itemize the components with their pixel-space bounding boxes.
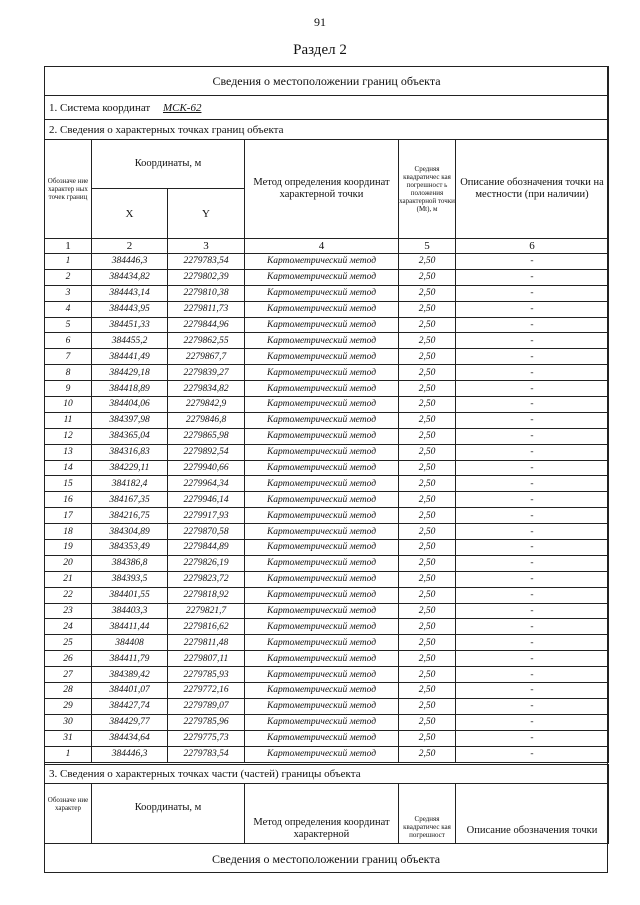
cell-coord-y: 2279892,54 xyxy=(168,444,245,460)
cell-description: - xyxy=(456,365,609,381)
cell-accuracy: 2,50 xyxy=(399,603,456,619)
cell-coord-y: 2279810,38 xyxy=(168,285,245,301)
header-x: X xyxy=(92,189,168,239)
cell-coord-y: 2279807,11 xyxy=(168,651,245,667)
cell-method: Картометрический метод xyxy=(245,333,399,349)
cell-accuracy: 2,50 xyxy=(399,381,456,397)
cell-accuracy: 2,50 xyxy=(399,508,456,524)
cell-accuracy: 2,50 xyxy=(399,540,456,556)
cell-coord-y: 2279818,92 xyxy=(168,587,245,603)
cell-accuracy: 2,50 xyxy=(399,524,456,540)
cell-coord-y: 2279867,7 xyxy=(168,349,245,365)
cell-method: Картометрический метод xyxy=(245,619,399,635)
cell-accuracy: 2,50 xyxy=(399,365,456,381)
cell-coord-y: 2279783,54 xyxy=(168,746,245,762)
cell-coord-x: 384408 xyxy=(92,635,168,651)
cell-coord-x: 384455,2 xyxy=(92,333,168,349)
cell-accuracy: 2,50 xyxy=(399,714,456,730)
table-row xyxy=(45,714,609,730)
cell-description: - xyxy=(456,587,609,603)
table-row xyxy=(45,349,609,365)
col-number-2: 2 xyxy=(92,239,168,254)
table-row xyxy=(45,730,609,746)
table-row xyxy=(45,428,609,444)
cell-coord-x: 384404,06 xyxy=(92,397,168,413)
cell-point-number: 2 xyxy=(45,269,92,285)
cell-accuracy: 2,50 xyxy=(399,730,456,746)
cell-coord-y: 2279839,27 xyxy=(168,365,245,381)
table-row xyxy=(45,571,609,587)
cell-coord-x: 384365,04 xyxy=(92,428,168,444)
bottom-header-description: Описание обозначения точки xyxy=(456,784,609,844)
cell-description: - xyxy=(456,555,609,571)
cell-coord-x: 384446,3 xyxy=(92,746,168,762)
cell-accuracy: 2,50 xyxy=(399,476,456,492)
cell-accuracy: 2,50 xyxy=(399,349,456,365)
cell-coord-x: 384167,35 xyxy=(92,492,168,508)
cell-point-number: 25 xyxy=(45,635,92,651)
cell-description: - xyxy=(456,301,609,317)
cell-point-number: 29 xyxy=(45,698,92,714)
table-row xyxy=(45,651,609,667)
cell-description: - xyxy=(456,603,609,619)
cell-point-number: 28 xyxy=(45,683,92,699)
cell-coord-x: 384441,49 xyxy=(92,349,168,365)
cell-coord-x: 384443,14 xyxy=(92,285,168,301)
cell-description: - xyxy=(456,397,609,413)
cell-coord-x: 384216,75 xyxy=(92,508,168,524)
cell-description: - xyxy=(456,508,609,524)
table-row xyxy=(45,476,609,492)
table-row xyxy=(45,746,609,762)
cell-coord-x: 384451,33 xyxy=(92,317,168,333)
col-number-1: 1 xyxy=(45,239,92,254)
table-row xyxy=(45,381,609,397)
cell-point-number: 31 xyxy=(45,730,92,746)
cell-point-number: 20 xyxy=(45,555,92,571)
table-row xyxy=(45,397,609,413)
table-row xyxy=(45,524,609,540)
cell-coord-y: 2279844,96 xyxy=(168,317,245,333)
col-number-4: 4 xyxy=(245,239,399,254)
cell-accuracy: 2,50 xyxy=(399,492,456,508)
bottom-header-accuracy: Средняя квадратичес кая погрешност xyxy=(399,784,456,844)
cell-coord-y: 2279946,14 xyxy=(168,492,245,508)
cell-point-number: 13 xyxy=(45,444,92,460)
bottom-block-title: Сведения о местоположении границ объекта xyxy=(44,843,608,874)
cell-accuracy: 2,50 xyxy=(399,254,456,270)
coord-system-label: 1. Система координат xyxy=(49,101,151,114)
cell-coord-x: 384393,5 xyxy=(92,571,168,587)
cell-method: Картометрический метод xyxy=(245,349,399,365)
table-row xyxy=(45,698,609,714)
cell-method: Картометрический метод xyxy=(245,603,399,619)
cell-point-number: 30 xyxy=(45,714,92,730)
cell-description: - xyxy=(456,476,609,492)
cell-coord-y: 2279816,62 xyxy=(168,619,245,635)
cell-method: Картометрический метод xyxy=(245,412,399,428)
cell-coord-y: 2279783,54 xyxy=(168,254,245,270)
cell-point-number: 15 xyxy=(45,476,92,492)
cell-coord-x: 384386,8 xyxy=(92,555,168,571)
cell-accuracy: 2,50 xyxy=(399,619,456,635)
cell-coord-y: 2279823,72 xyxy=(168,571,245,587)
cell-accuracy: 2,50 xyxy=(399,317,456,333)
cell-description: - xyxy=(456,714,609,730)
cell-description: - xyxy=(456,619,609,635)
table-row xyxy=(45,460,609,476)
cell-point-number: 14 xyxy=(45,460,92,476)
cell-description: - xyxy=(456,349,609,365)
cell-method: Картометрический метод xyxy=(245,730,399,746)
table-row xyxy=(45,412,609,428)
cell-description: - xyxy=(456,540,609,556)
cell-point-number: 1 xyxy=(45,746,92,762)
cell-description: - xyxy=(456,667,609,683)
cell-coord-x: 384353,49 xyxy=(92,540,168,556)
table-row xyxy=(45,365,609,381)
bottom-header-point-designation: Обозначе ние характер xyxy=(45,784,92,844)
table-row xyxy=(45,317,609,333)
cell-description: - xyxy=(456,683,609,699)
cell-method: Картометрический метод xyxy=(245,714,399,730)
cell-coord-x: 384434,82 xyxy=(92,269,168,285)
table-row xyxy=(45,269,609,285)
cell-method: Картометрический метод xyxy=(245,492,399,508)
cell-description: - xyxy=(456,254,609,270)
cell-coord-y: 2279964,34 xyxy=(168,476,245,492)
bottom-header-method: Метод определения координат характерной xyxy=(245,784,399,844)
partial-boundary-table xyxy=(44,764,609,844)
table-row xyxy=(45,492,609,508)
cell-accuracy: 2,50 xyxy=(399,698,456,714)
cell-method: Картометрический метод xyxy=(245,635,399,651)
cell-method: Картометрический метод xyxy=(245,460,399,476)
cell-description: - xyxy=(456,333,609,349)
table-row xyxy=(45,667,609,683)
cell-method: Картометрический метод xyxy=(245,428,399,444)
cell-method: Картометрический метод xyxy=(245,698,399,714)
cell-coord-y: 2279862,55 xyxy=(168,333,245,349)
cell-method: Картометрический метод xyxy=(245,444,399,460)
cell-coord-x: 384401,07 xyxy=(92,683,168,699)
cell-point-number: 7 xyxy=(45,349,92,365)
cell-method: Картометрический метод xyxy=(245,555,399,571)
cell-coord-y: 2279917,93 xyxy=(168,508,245,524)
cell-description: - xyxy=(456,460,609,476)
cell-accuracy: 2,50 xyxy=(399,460,456,476)
cell-coord-x: 384429,18 xyxy=(92,365,168,381)
cell-point-number: 5 xyxy=(45,317,92,333)
cell-point-number: 22 xyxy=(45,587,92,603)
cell-point-number: 26 xyxy=(45,651,92,667)
cell-accuracy: 2,50 xyxy=(399,285,456,301)
cell-method: Картометрический метод xyxy=(245,397,399,413)
cell-method: Картометрический метод xyxy=(245,381,399,397)
cell-point-number: 6 xyxy=(45,333,92,349)
table-row xyxy=(45,635,609,651)
cell-point-number: 16 xyxy=(45,492,92,508)
cell-point-number: 3 xyxy=(45,285,92,301)
cell-accuracy: 2,50 xyxy=(399,571,456,587)
header-description: Описание обозначения точки на местности (при наличии) xyxy=(456,140,609,239)
cell-accuracy: 2,50 xyxy=(399,667,456,683)
cell-coord-y: 2279834,82 xyxy=(168,381,245,397)
cell-description: - xyxy=(456,698,609,714)
cell-coord-x: 384403,3 xyxy=(92,603,168,619)
table-row xyxy=(45,587,609,603)
cell-method: Картометрический метод xyxy=(245,571,399,587)
cell-coord-y: 2279785,96 xyxy=(168,714,245,730)
cell-accuracy: 2,50 xyxy=(399,555,456,571)
cell-description: - xyxy=(456,651,609,667)
boundary-table xyxy=(44,66,609,763)
header-coordinates: Координаты, м xyxy=(92,140,245,189)
cell-coord-x: 384389,42 xyxy=(92,667,168,683)
cell-description: - xyxy=(456,635,609,651)
cell-method: Картометрический метод xyxy=(245,254,399,270)
cell-point-number: 18 xyxy=(45,524,92,540)
cell-coord-y: 2279811,73 xyxy=(168,301,245,317)
cell-accuracy: 2,50 xyxy=(399,397,456,413)
cell-description: - xyxy=(456,571,609,587)
cell-description: - xyxy=(456,746,609,762)
cell-coord-y: 2279844,89 xyxy=(168,540,245,556)
cell-coord-x: 384316,83 xyxy=(92,444,168,460)
cell-point-number: 23 xyxy=(45,603,92,619)
page-number: 91 xyxy=(314,15,326,29)
table-row xyxy=(45,603,609,619)
cell-point-number: 1 xyxy=(45,254,92,270)
header-point-designation: Обозначе ние характер ных точек границ xyxy=(45,140,92,239)
cell-description: - xyxy=(456,412,609,428)
header-accuracy: Средняя квадратичес кая погрешност ь положения характерной точки (Mt), м xyxy=(399,140,456,239)
cell-method: Картометрический метод xyxy=(245,285,399,301)
table-row xyxy=(45,301,609,317)
cell-coord-y: 2279821,7 xyxy=(168,603,245,619)
cell-point-number: 4 xyxy=(45,301,92,317)
cell-accuracy: 2,50 xyxy=(399,587,456,603)
table-row xyxy=(45,333,609,349)
cell-coord-x: 384229,11 xyxy=(92,460,168,476)
block-title: Сведения о местоположении границ объекта xyxy=(45,67,609,96)
cell-accuracy: 2,50 xyxy=(399,746,456,762)
cell-point-number: 12 xyxy=(45,428,92,444)
cell-coord-y: 2279826,19 xyxy=(168,555,245,571)
cell-point-number: 17 xyxy=(45,508,92,524)
table-row xyxy=(45,619,609,635)
cell-coord-x: 384182,4 xyxy=(92,476,168,492)
cell-method: Картометрический метод xyxy=(245,651,399,667)
cell-coord-y: 2279811,48 xyxy=(168,635,245,651)
cell-accuracy: 2,50 xyxy=(399,444,456,460)
cell-coord-y: 2279865,98 xyxy=(168,428,245,444)
coord-system-value: МСК-62 xyxy=(162,101,202,114)
cell-accuracy: 2,50 xyxy=(399,301,456,317)
cell-method: Картометрический метод xyxy=(245,667,399,683)
cell-description: - xyxy=(456,428,609,444)
cell-description: - xyxy=(456,317,609,333)
cell-point-number: 10 xyxy=(45,397,92,413)
cell-description: - xyxy=(456,730,609,746)
cell-coord-y: 2279789,07 xyxy=(168,698,245,714)
cell-method: Картометрический метод xyxy=(245,301,399,317)
table-row xyxy=(45,555,609,571)
cell-description: - xyxy=(456,524,609,540)
cell-point-number: 27 xyxy=(45,667,92,683)
cell-description: - xyxy=(456,492,609,508)
cell-coord-y: 2279772,16 xyxy=(168,683,245,699)
cell-coord-y: 2279775,73 xyxy=(168,730,245,746)
cell-description: - xyxy=(456,269,609,285)
bottom-header-coordinates: Координаты, м xyxy=(92,784,245,844)
cell-coord-x: 384397,98 xyxy=(92,412,168,428)
table-row xyxy=(45,683,609,699)
table-row xyxy=(45,254,609,270)
table-row xyxy=(45,285,609,301)
cell-coord-x: 384418,89 xyxy=(92,381,168,397)
cell-point-number: 11 xyxy=(45,412,92,428)
table-row xyxy=(45,444,609,460)
cell-coord-x: 384411,44 xyxy=(92,619,168,635)
cell-method: Картометрический метод xyxy=(245,476,399,492)
table-row xyxy=(45,508,609,524)
cell-coord-x: 384401,55 xyxy=(92,587,168,603)
cell-description: - xyxy=(456,444,609,460)
cell-point-number: 24 xyxy=(45,619,92,635)
col-number-6: 6 xyxy=(456,239,609,254)
cell-method: Картометрический метод xyxy=(245,269,399,285)
cell-coord-x: 384304,89 xyxy=(92,524,168,540)
cell-coord-y: 2279802,39 xyxy=(168,269,245,285)
cell-coord-y: 2279842,9 xyxy=(168,397,245,413)
cell-accuracy: 2,50 xyxy=(399,635,456,651)
cell-method: Картометрический метод xyxy=(245,746,399,762)
cell-accuracy: 2,50 xyxy=(399,412,456,428)
coord-system-row xyxy=(45,96,609,120)
cell-coord-y: 2279846,8 xyxy=(168,412,245,428)
cell-method: Картометрический метод xyxy=(245,317,399,333)
cell-coord-y: 2279940,66 xyxy=(168,460,245,476)
cell-coord-y: 2279870,58 xyxy=(168,524,245,540)
cell-coord-x: 384443,95 xyxy=(92,301,168,317)
cell-coord-x: 384427,74 xyxy=(92,698,168,714)
cell-method: Картометрический метод xyxy=(245,524,399,540)
cell-method: Картометрический метод xyxy=(245,587,399,603)
cell-accuracy: 2,50 xyxy=(399,683,456,699)
cell-accuracy: 2,50 xyxy=(399,651,456,667)
cell-point-number: 8 xyxy=(45,365,92,381)
cell-coord-y: 2279785,93 xyxy=(168,667,245,683)
cell-accuracy: 2,50 xyxy=(399,269,456,285)
cell-coord-x: 384411,79 xyxy=(92,651,168,667)
header-y: Y xyxy=(168,189,245,239)
cell-method: Картометрический метод xyxy=(245,508,399,524)
table-row xyxy=(45,540,609,556)
cell-point-number: 21 xyxy=(45,571,92,587)
cell-method: Картометрический метод xyxy=(245,365,399,381)
cell-coord-x: 384434,64 xyxy=(92,730,168,746)
section2-title: 2. Сведения о характерных точках границ объекта xyxy=(45,120,609,140)
cell-method: Картометрический метод xyxy=(245,683,399,699)
cell-coord-x: 384446,3 xyxy=(92,254,168,270)
section-title: Раздел 2 xyxy=(293,42,347,58)
section3-title: 3. Сведения о характерных точках части (частей) границы объекта xyxy=(45,765,609,784)
cell-description: - xyxy=(456,285,609,301)
cell-accuracy: 2,50 xyxy=(399,428,456,444)
header-method: Метод определения координат характерной точки xyxy=(245,140,399,239)
cell-accuracy: 2,50 xyxy=(399,333,456,349)
cell-coord-x: 384429,77 xyxy=(92,714,168,730)
col-number-3: 3 xyxy=(168,239,245,254)
cell-description: - xyxy=(456,381,609,397)
cell-method: Картометрический метод xyxy=(245,540,399,556)
cell-point-number: 9 xyxy=(45,381,92,397)
col-number-5: 5 xyxy=(399,239,456,254)
cell-point-number: 19 xyxy=(45,540,92,556)
